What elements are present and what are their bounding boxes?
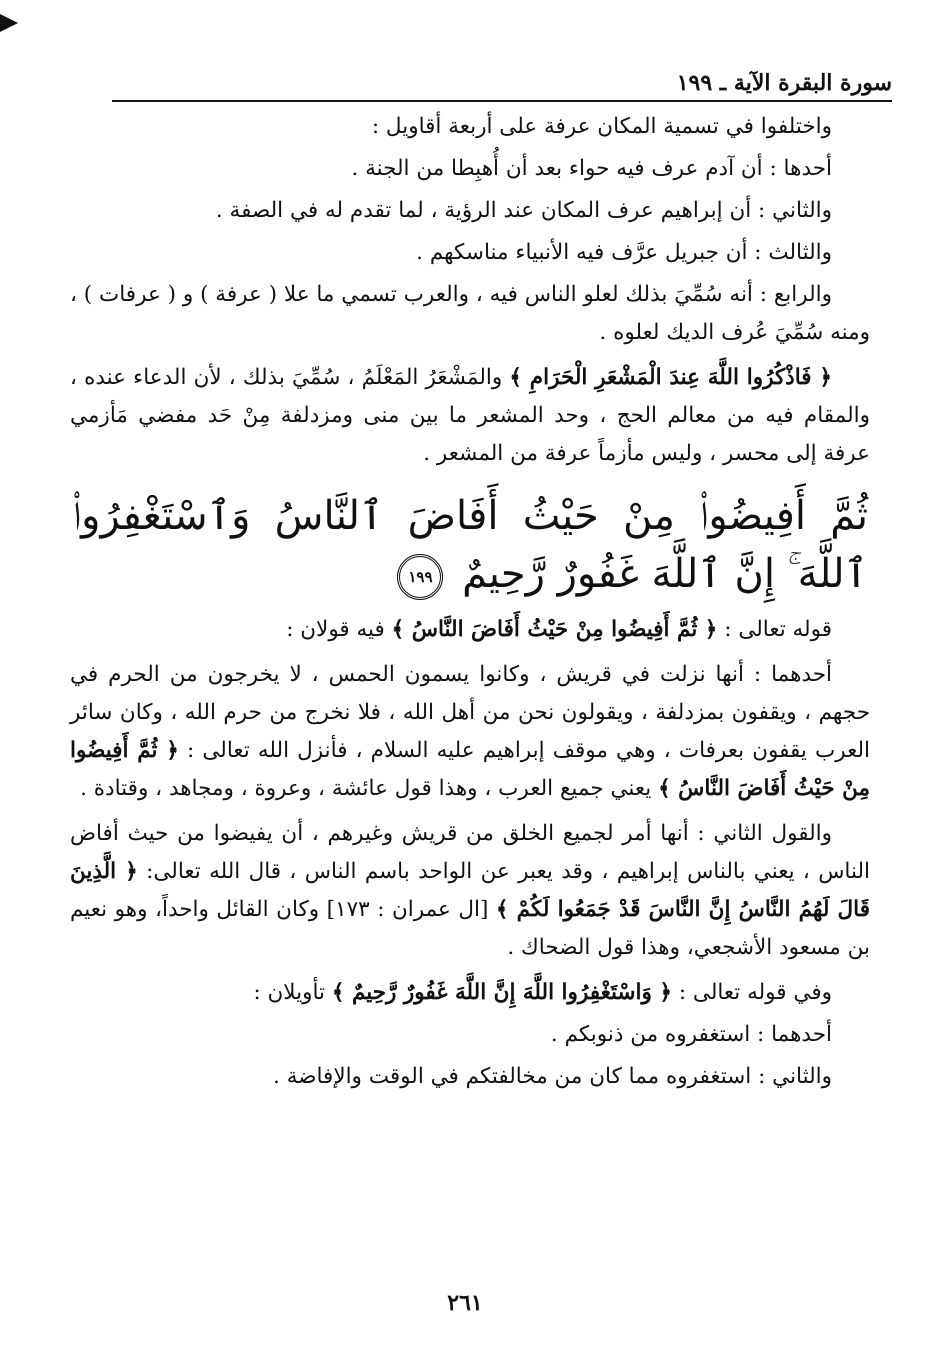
question-1 xyxy=(70,611,870,649)
question-1-intro: قوله تعالى : xyxy=(717,617,832,642)
question-1-tail: فيه قولان : xyxy=(286,617,392,642)
first-opinion-quote: ﴿ ثُمَّ أَفِيضُوا مِنْ حَيْثُ أَفَاضَ النَّاسُ ﴾ xyxy=(70,738,870,801)
corner-mark xyxy=(0,14,18,32)
verse-text: ثُمَّ أَفِيضُوا۟ مِنْ حَيْثُ أَفَاضَ ٱلنَّاسُ وَٱسْتَغْفِرُوا۟ ٱللَّهَ ۚ إِنَّ ٱللَّهَ غَفُورٌ رَّحِيمٌ xyxy=(72,493,868,597)
saying-2: والثاني : أن إبراهيم عرف المكان عند الرؤية ، لما تقدم له في الصفة . xyxy=(215,198,832,223)
second-opinion-text: والقول الثاني : أنها أمر لجميع الخلق من قريش وغيرهم ، أن يفيضوا من حيث أفاض الناس ، يعني بالناس إبراهيم ، وقد يعبر عن الواحد باسم الناس ، قال الله تعالى: xyxy=(70,821,870,884)
saying-4: والرابع : أنه سُمِّيَ بذلك لعلو الناس فيه ، والعرب تسمي ما علا ( عرفة ) و ( عرفات ) ، ومنه سُمِّيَ عُرف الديك لعلوه . xyxy=(70,282,870,345)
saying-1: أحدها : أن آدم عرف فيه حواء بعد أن أُهبِطا من الجنة . xyxy=(351,156,832,181)
question-2-quote: ﴿ وَاسْتَغْفِرُوا اللَّهَ إِنَّ اللَّهَ غَفُورٌ رَّحِيمٌ ﴾ xyxy=(331,980,672,1005)
mashar-text: والمَشْعَرُ المَعْلَمُ ، سُمِّيَ بذلك ، لأن الدعاء عنده ، والمقام فيه من معالم الحج ، وحد المشعر ما بين منى ومزدلفة مِنْ حَد مفضي مَأزمي عرفة إلى محسر ، وليس مأزماً عرفة من المشعر . xyxy=(70,365,870,466)
question-2 xyxy=(70,974,870,1012)
first-opinion xyxy=(70,656,870,808)
quran-verse xyxy=(70,487,870,603)
mashar-paragraph xyxy=(70,359,870,473)
mashar-quote: ﴿ فَاذْكُرُوا اللَّهَ عِندَ الْمَشْعَرِ الْحَرَامِ ﴾ xyxy=(509,365,832,390)
second-opinion-tail: [ال عمران : ١٧٣] وكان القائل واحداً، وهو نعيم بن مسعود الأشجعي، وهذا قول الضحاك . xyxy=(70,897,870,960)
first-opinion-tail: يعني جميع العرب ، وهذا قول عائشة ، وعروة ، ومجاهد ، وقتادة . xyxy=(80,776,659,801)
page-number: ٢٦١ xyxy=(447,1290,483,1316)
interpretation-1: أحدهما : استغفروه من ذنوبكم . xyxy=(550,1022,832,1047)
question-2-tail: تأويلان : xyxy=(253,980,332,1005)
first-opinion-text: أحدهما : أنها نزلت في قريش ، وكانوا يسمون الحمس ، لا يخرجون من الحرم في حجهم ، ويقفون بمزدلفة ، ويقولون نحن من أهل الله ، فلا نخرج من حرم الله ، وكان سائر العرب يقفون بعرفات ، وهي موقف إبراهيم عليه السلام ، فأنزل الله تعالى : xyxy=(70,662,871,763)
page-body xyxy=(70,108,870,1100)
question-2-intro: وفي قوله تعالى : xyxy=(671,980,832,1005)
running-title: سورة البقرة الآية ـ ١٩٩ xyxy=(676,70,892,96)
second-opinion xyxy=(70,815,870,967)
question-1-quote: ﴿ ثُمَّ أَفِيضُوا مِنْ حَيْثُ أَفَاضَ النَّاسُ ﴾ xyxy=(391,617,718,642)
page-header xyxy=(112,62,892,102)
saying-3: والثالث : أن جبريل عرَّف فيه الأنبياء مناسكهم . xyxy=(416,240,832,265)
interpretation-2: والثاني : استغفروه مما كان من مخالفتكم في الوقت والإفاضة . xyxy=(273,1064,832,1089)
second-opinion-quote: ﴿ الَّذِينَ قَالَ لَهُمُ النَّاسُ إِنَّ النَّاسَ قَدْ جَمَعُوا لَكُمْ ﴾ xyxy=(70,859,870,922)
intro-paragraph: واختلفوا في تسمية المكان عرفة على أربعة أقاويل : xyxy=(371,114,832,139)
ayah-number-badge: ١٩٩ xyxy=(397,554,443,600)
